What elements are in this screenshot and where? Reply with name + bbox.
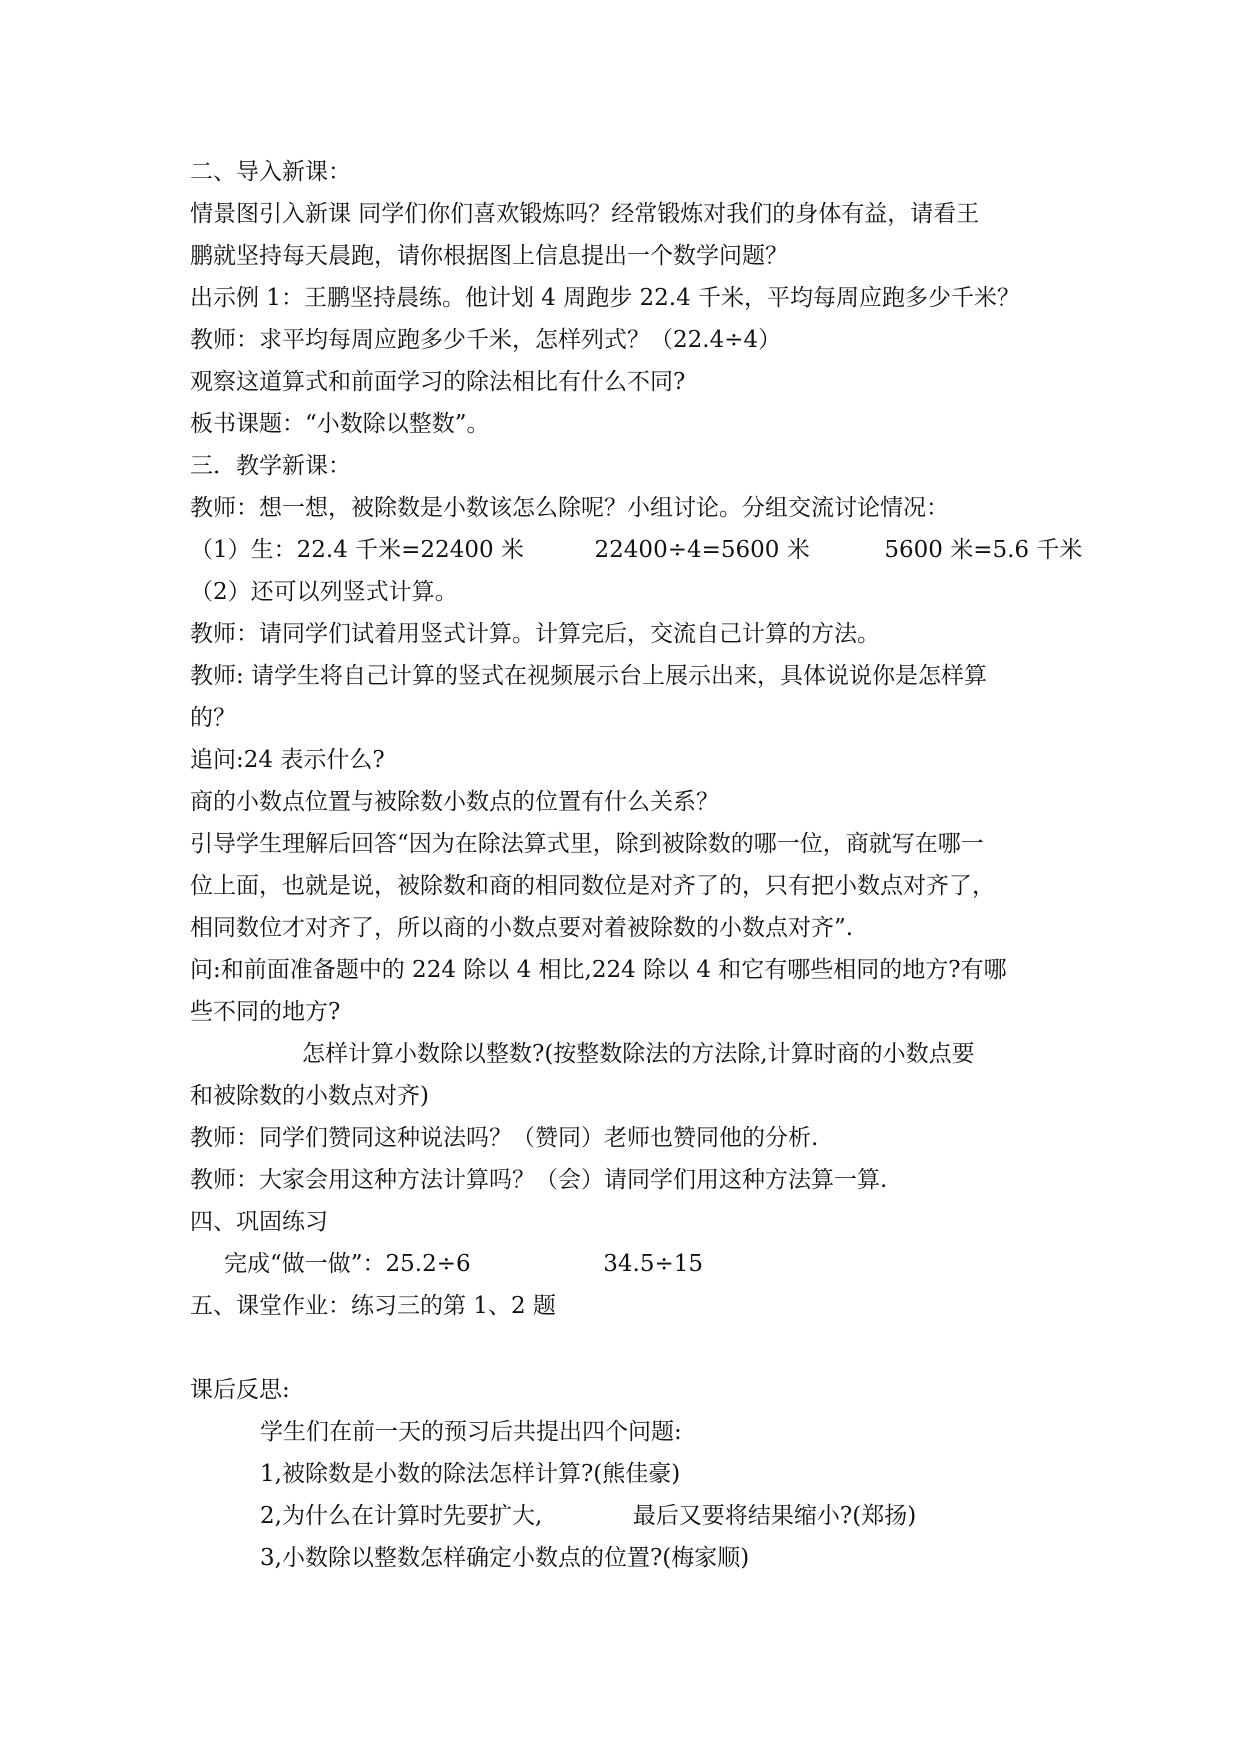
paragraph-line: （2）还可以列竖式计算。 bbox=[190, 579, 458, 605]
section-heading-homework: 五、课堂作业：练习三的第 1、2 题 bbox=[190, 1293, 556, 1319]
paragraph-line: 的？ bbox=[190, 705, 236, 731]
paragraph-line: 追问:24 表示什么? bbox=[190, 747, 385, 773]
question-item-part-2: 最后又要将结果缩小?(郑扬) bbox=[632, 1503, 917, 1529]
paragraph-line: 教师：大家会用这种方法计算吗？（会）请同学们用这种方法算一算. bbox=[190, 1167, 888, 1193]
question-item bbox=[260, 1501, 916, 1531]
paragraph-line: 学生们在前一天的预习后共提出四个问题: bbox=[260, 1419, 682, 1445]
section-heading-practice: 四、巩固练习 bbox=[190, 1209, 328, 1235]
paragraph-line: 观察这道算式和前面学习的除法相比有什么不同? bbox=[190, 369, 686, 395]
paragraph-line: 教师：同学们赞同这种说法吗？（赞同）老师也赞同他的分析. bbox=[190, 1125, 819, 1151]
step-1-conversion: （1）生：22.4 千米=22400 米 bbox=[190, 537, 524, 563]
paragraph-line: 些不同的地方? bbox=[190, 999, 341, 1025]
paragraph-line: 板书课题：“小数除以整数”。 bbox=[190, 411, 490, 437]
paragraph-line: 出示例 1：王鹏坚持晨练。他计划 4 周跑步 22.4 千米，平均每周应跑多少千米？ bbox=[190, 285, 1021, 311]
question-item: 3,小数除以整数怎样确定小数点的位置?(梅家顺) bbox=[260, 1545, 750, 1571]
paragraph-line: 引导学生理解后回答“因为在除法算式里，除到被除数的哪一位，商就写在哪一 bbox=[190, 831, 984, 857]
paragraph-line: 教师：请同学们试着用竖式计算。计算完后，交流自己计算的方法。 bbox=[190, 621, 880, 647]
paragraph-line: 问:和前面准备题中的 224 除以 4 相比,224 除以 4 和它有哪些相同的地方?有哪 bbox=[190, 957, 1007, 983]
paragraph-line bbox=[190, 535, 1082, 565]
paragraph-line: 教师：求平均每周应跑多少千米，怎样列式？（22.4÷4） bbox=[190, 327, 782, 353]
question-item: 1,被除数是小数的除法怎样计算?(熊佳豪) bbox=[260, 1461, 681, 1487]
question-item-part-1: 2,为什么在计算时先要扩大, bbox=[260, 1503, 543, 1529]
practice-problem-2: 34.5÷15 bbox=[603, 1251, 704, 1277]
paragraph-line: 和被除数的小数点对齐) bbox=[190, 1083, 429, 1109]
section-heading-teaching: 三．教学新课： bbox=[190, 453, 351, 479]
paragraph-line: 教师: 请学生将自己计算的竖式在视频展示台上展示出来，具体说说你是怎样算 bbox=[190, 663, 988, 689]
paragraph-line: 教师：想一想，被除数是小数该怎么除呢？小组讨论。分组交流讨论情况： bbox=[190, 495, 949, 521]
step-1-division: 22400÷4=5600 米 bbox=[594, 537, 810, 563]
paragraph-line: 位上面，也就是说，被除数和商的相同数位是对齐了的，只有把小数点对齐了， bbox=[190, 873, 995, 899]
section-heading-intro: 二、导入新课： bbox=[190, 159, 351, 185]
paragraph-line: 怎样计算小数除以整数?(按整数除法的方法除,计算时商的小数点要 bbox=[302, 1041, 975, 1067]
step-1-result: 5600 米=5.6 千米 bbox=[884, 537, 1083, 563]
section-heading-reflection: 课后反思: bbox=[190, 1377, 290, 1403]
practice-problem-1: 完成“做一做”：25.2÷6 bbox=[224, 1251, 471, 1277]
paragraph-line bbox=[224, 1249, 703, 1279]
paragraph-line: 相同数位才对齐了，所以商的小数点要对着被除数的小数点对齐”. bbox=[190, 915, 854, 941]
paragraph-line: 鹏就坚持每天晨跑，请你根据图上信息提出一个数学问题？ bbox=[190, 243, 788, 269]
paragraph-line: 商的小数点位置与被除数小数点的位置有什么关系？ bbox=[190, 789, 719, 815]
paragraph-line: 情景图引入新课 同学们你们喜欢锻炼吗？经常锻炼对我们的身体有益，请看王 bbox=[190, 201, 980, 227]
